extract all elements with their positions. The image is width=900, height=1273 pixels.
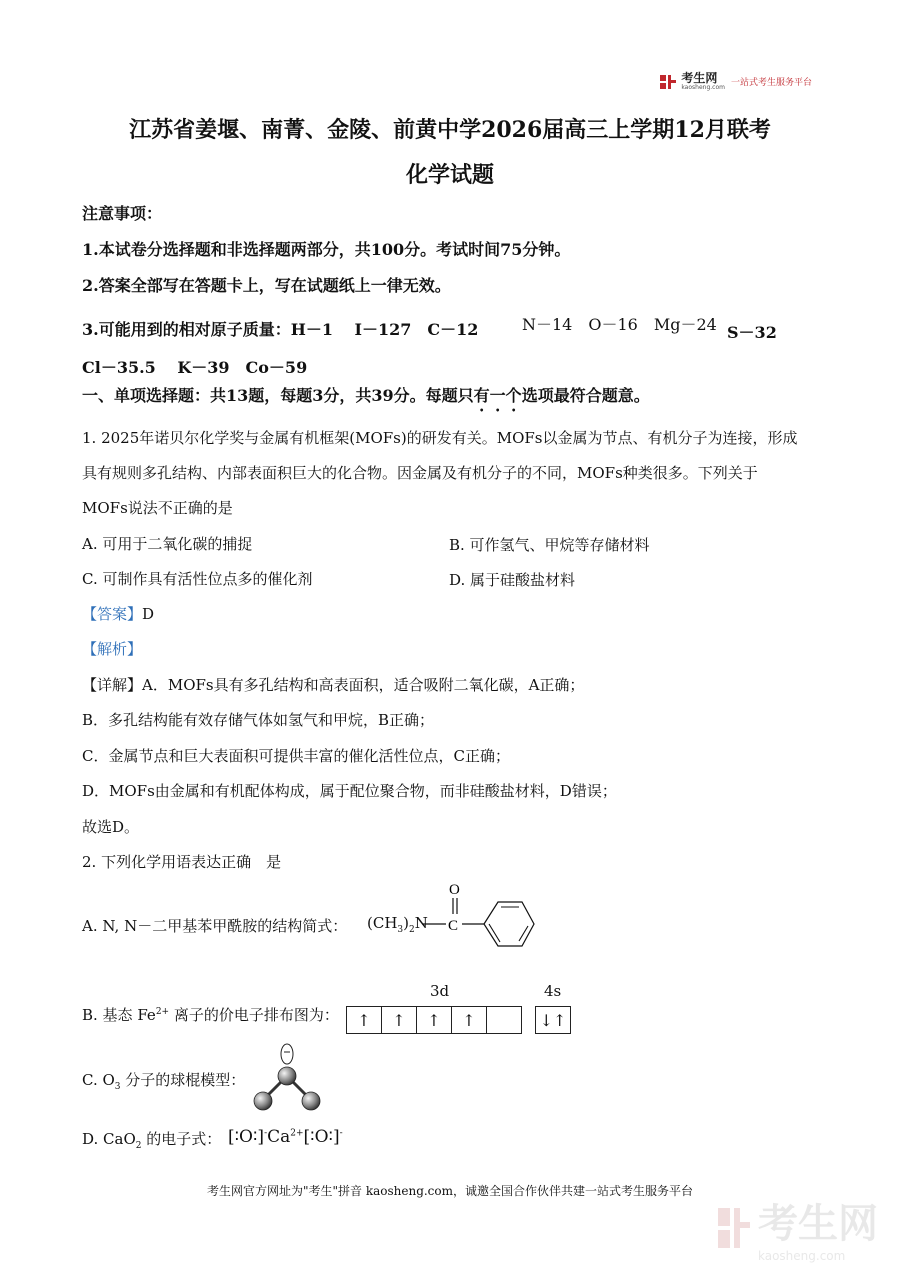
q1-option-d: D. 属于硅酸盐材料 (449, 571, 576, 589)
answer-label: 【答案】 (82, 605, 143, 623)
notice-item-3-inline: N－14 O－16 Mg－24 (522, 315, 717, 334)
q1-stem-line3: MOFs说法不正确的是 (82, 499, 233, 517)
section-heading-pre: 一、单项选择题：共13题，每题3分，共39分。每题只 (82, 386, 474, 405)
logo-domain: kaosheng.com (681, 84, 725, 91)
q2-option-a-formula: $(CH_3)_2N$ (367, 914, 428, 935)
q1-stem-line1: 1. 2025年诺贝尔化学奖与金属有机框架(MOFs)的研发有关。MOFs以金属为节点、有机分子为连接，形成 (82, 429, 798, 447)
exam-title: 江苏省姜堰、南菁、金陵、前黄中学2026届高三上学期12月联考 (129, 117, 771, 143)
logo-name: 考生网 (681, 71, 718, 85)
q1-detail-4: D．MOFs由金属和有机配体构成，属于配位聚合物，而非硅酸盐材料，D错误； (82, 782, 617, 800)
orbital-4s-boxes (536, 1006, 571, 1034)
orbital-box-3d-4: ↑ (451, 1006, 487, 1034)
kaosheng-logo-icon (659, 73, 677, 91)
q1-option-c: C. 可制作具有活性位点多的催化剂 (82, 570, 313, 588)
q2-stem: 2. 下列化学用语表达正确 是 (82, 853, 282, 871)
carbonyl-oxygen-label: O (449, 882, 460, 898)
watermark-logo-icon (716, 1206, 752, 1250)
carbonyl-carbon-label: C (448, 918, 459, 934)
watermark (716, 1192, 878, 1263)
benzamide-structure-diagram (420, 876, 540, 976)
exam-subtitle: 化学试题 (405, 162, 494, 188)
answer-value: D (142, 605, 155, 623)
section-heading-post: 选项最符合题意。 (521, 386, 650, 405)
cao2-electron-formula: $[∶O∶]^-Ca^{2+}[∶O∶]^-$ (228, 1127, 343, 1147)
orbital-box-3d-1: ↑ (346, 1006, 382, 1034)
ozone-ball-stick-model (248, 1040, 328, 1114)
notice-item-3-suffix: S－32 (727, 323, 777, 342)
q1-detail-5: 故选D。 (82, 818, 140, 836)
logo-slogan: 一站式考生服务平台 (730, 78, 812, 88)
orbital-box-3d-2: ↑ (381, 1006, 417, 1034)
q2-option-b-text: B. 基态 $Fe^{2+}$ 离子的价电子排布图为： (82, 1006, 339, 1024)
orbital-4s-label: 4s (544, 982, 562, 1000)
q1-detail-3: C．金属节点和巨大表面积可提供丰富的催化活性位点，C正确； (82, 747, 510, 765)
peroxide-right: [∶O∶] (303, 1127, 340, 1147)
q1-answer (82, 604, 154, 624)
notice-item-1: 1.本试卷分选择题和非选择题两部分，共100分。考试时间75分钟。 (82, 240, 571, 259)
watermark-name: 考生网 (758, 1201, 878, 1247)
section-heading-emph: 有一个 (473, 386, 522, 405)
site-logo (659, 72, 812, 91)
q1-option-a: A. 可用于二氧化碳的捕捉 (82, 535, 253, 553)
q2-option-d-text: D. CaO$_2$ 的电子式： (82, 1130, 222, 1151)
q1-detail-2: B．多孔结构能有效存储气体如氢气和甲烷，B正确； (82, 711, 435, 729)
orbital-box-4s: ↓↑ (535, 1006, 571, 1034)
q1-detail-1: 【详解】A．MOFs具有多孔结构和高表面积，适合吸附二氧化碳，A正确； (82, 676, 585, 694)
page-footer: 考生网官方网址为"考生"拼音 kaosheng.com，诚邀全国合作伙伴共建一站式考生服务平台 (206, 1184, 694, 1198)
peroxide-left: [∶O∶] (228, 1127, 265, 1147)
q2-option-c-text: C. $O_3$ 分子的球棍模型： (82, 1071, 246, 1092)
section-1-heading (82, 386, 650, 415)
watermark-domain: kaosheng.com (758, 1249, 846, 1263)
orbital-box-3d-3: ↑ (416, 1006, 452, 1034)
q1-analysis-label: 【解析】 (82, 640, 143, 658)
q1-stem-line2: 具有规则多孔结构、内部表面积巨大的化合物。因金属及有机分子的不同，MOFs种类很多。下列关于 (82, 464, 758, 482)
q2-option-a-text: A. N, N－二甲基苯甲酰胺的结构简式： (82, 917, 348, 935)
q1-option-b: B. 可作氢气、甲烷等存储材料 (449, 536, 650, 554)
orbital-box-3d-5 (486, 1006, 522, 1034)
notice-heading: 注意事项： (82, 204, 163, 223)
notice-item-3-prefix: 3.可能用到的相对原子质量：H－1 I－127 C－12 (82, 320, 479, 339)
notice-item-2: 2.答案全部写在答题卡上，写在试题纸上一律无效。 (82, 276, 451, 295)
calcium-ion: Ca (267, 1127, 291, 1147)
orbital-3d-label: 3d (430, 982, 450, 1000)
notice-item-3-line2: Cl－35.5 K－39 Co－59 (82, 358, 308, 377)
calcium-charge: 2+ (290, 1128, 304, 1139)
orbital-3d-boxes (347, 1006, 522, 1034)
